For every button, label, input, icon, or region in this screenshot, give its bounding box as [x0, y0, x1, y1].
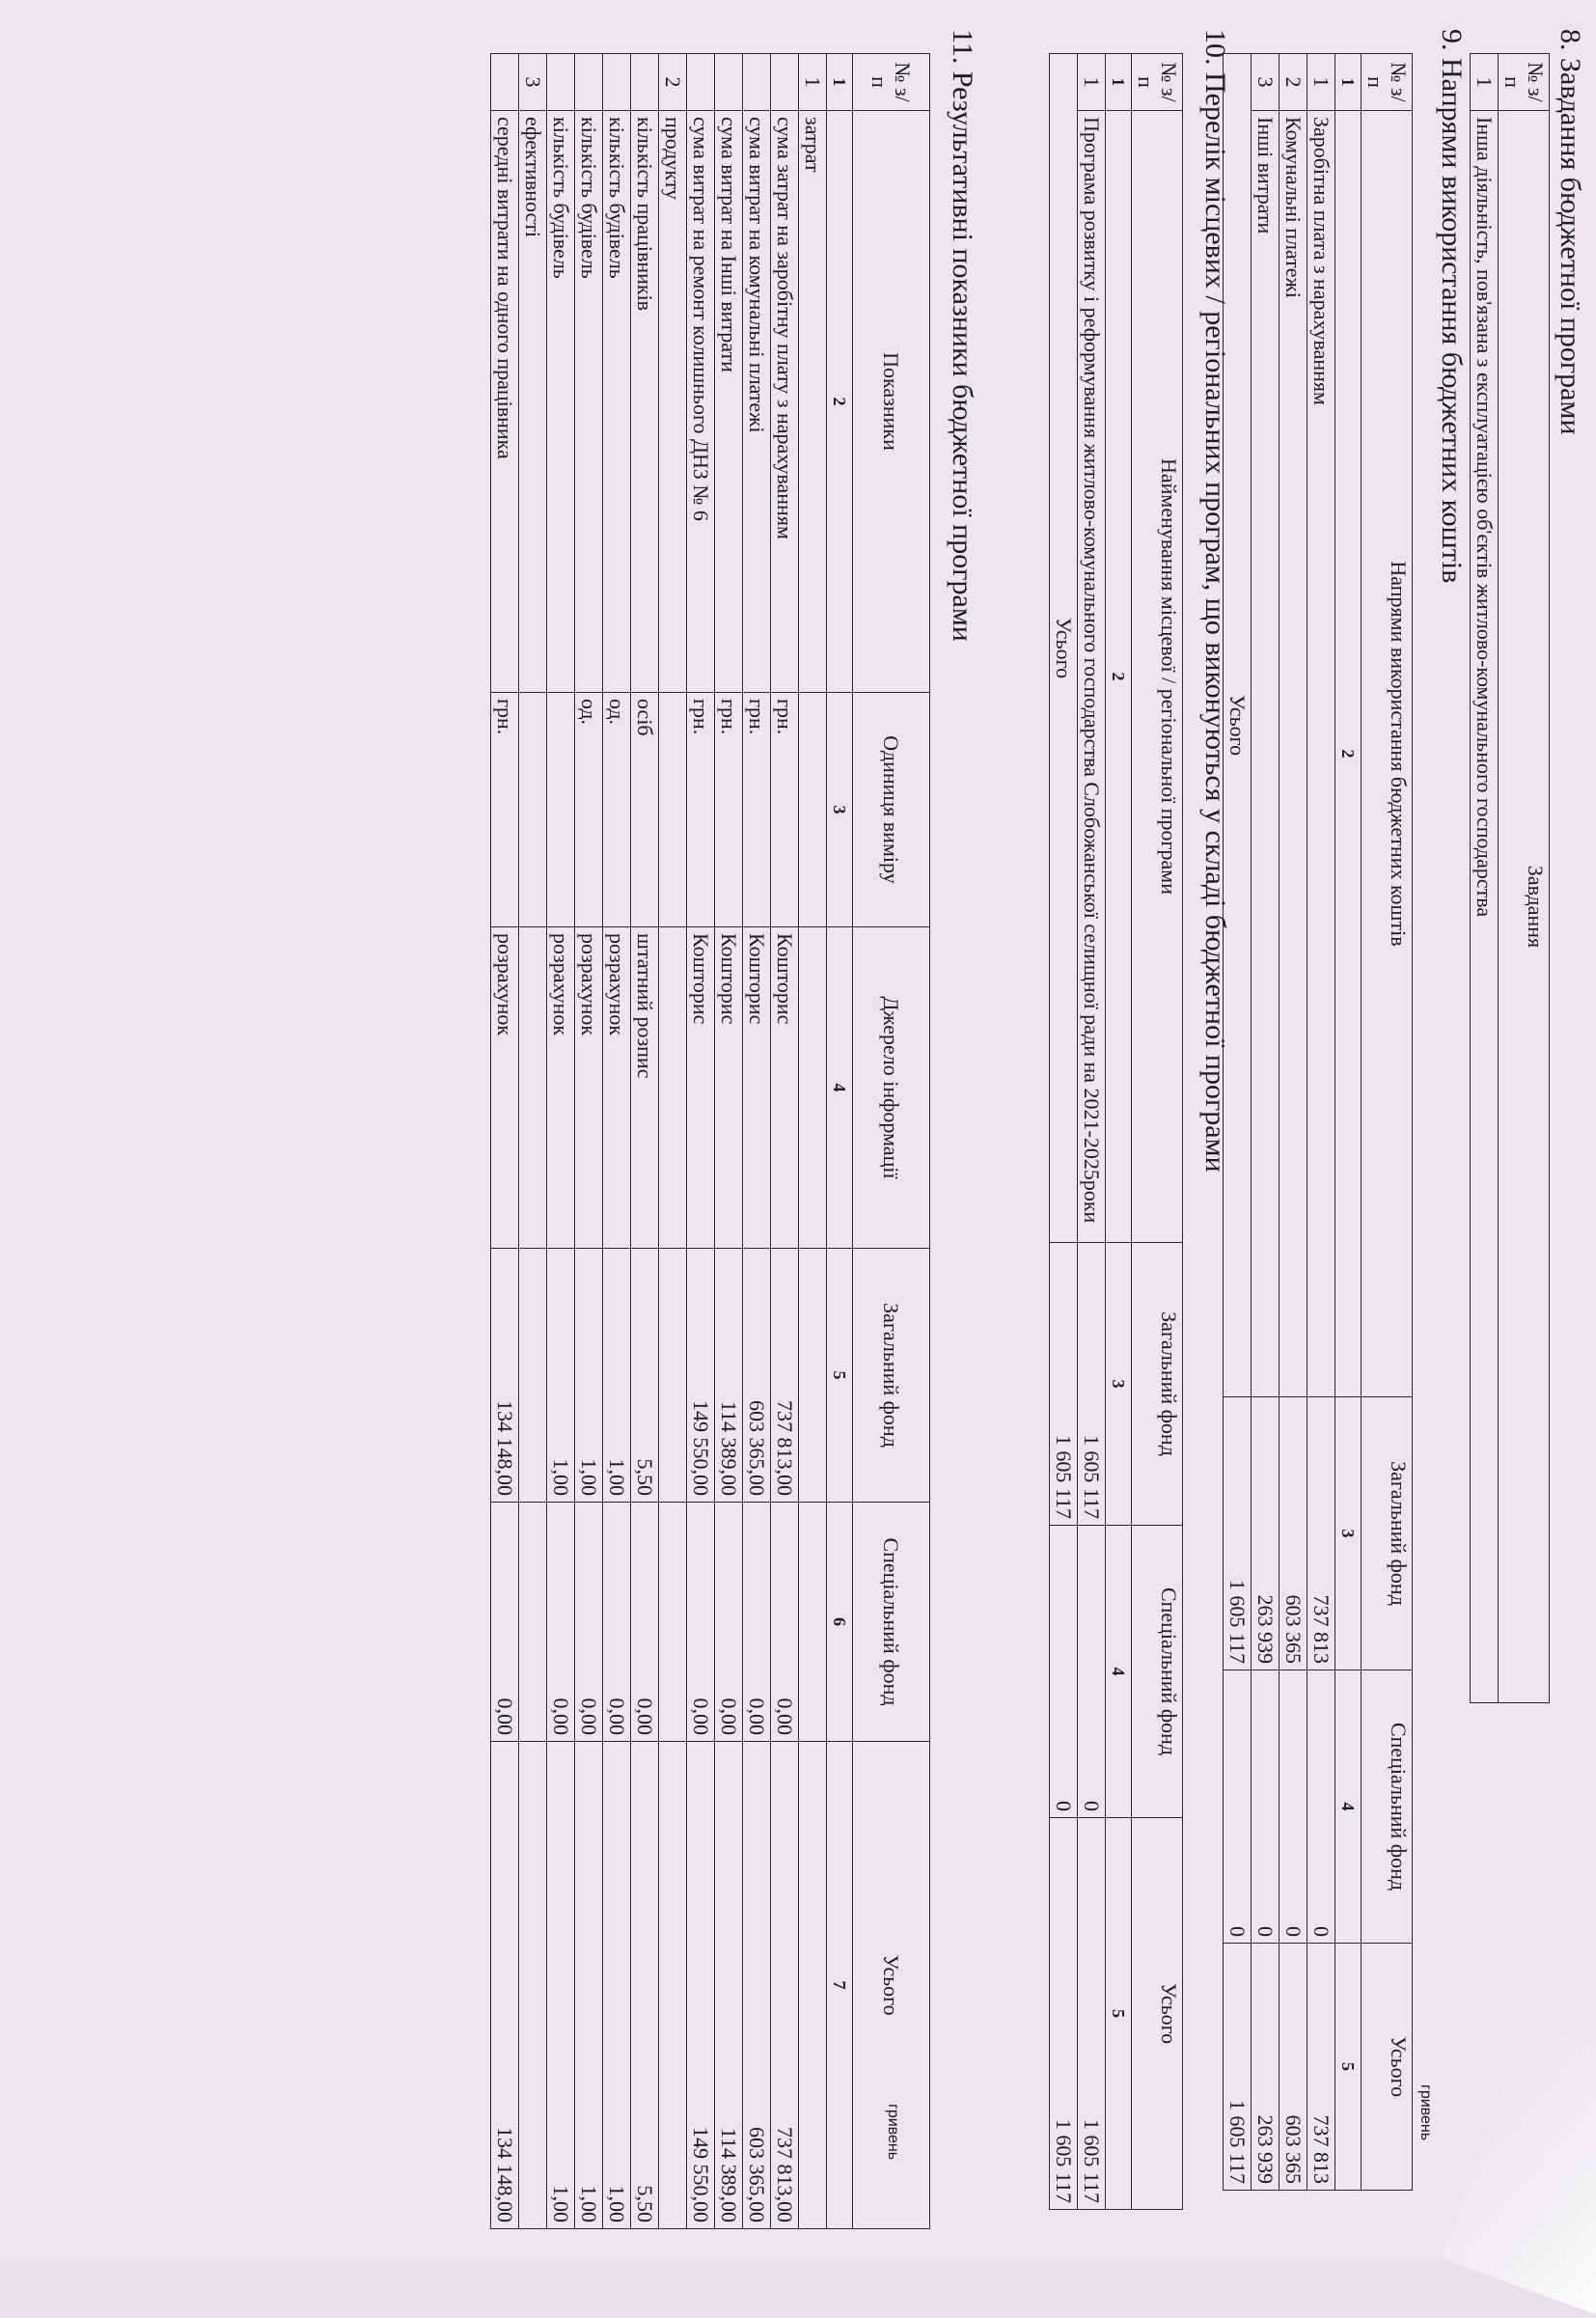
special-fund: 0,00 [547, 1503, 575, 1742]
column-number: 3 [1106, 1243, 1132, 1526]
column-number: 1 [827, 54, 853, 111]
table-row [1252, 54, 1280, 2191]
general-fund: 114 389,00 [715, 1249, 743, 1503]
special-fund: 0 [1307, 1670, 1335, 1944]
total-value: 1 605 117 [1078, 1818, 1106, 2210]
section10-title: 10. Перелік місцевих / регіональних програм, що виконуються у складі бюджетної програми [1199, 29, 1231, 1173]
task-text: Інша діяльність, пов'язана з експлуатацією об'єктів житлово-комунального господарства [1471, 111, 1499, 1703]
header-cell: Загальний фонд [853, 1249, 930, 1503]
table-row [631, 54, 659, 2229]
header-cell: Завдання [1499, 111, 1550, 1703]
column-number: 4 [827, 927, 853, 1249]
table-row [771, 54, 799, 2229]
general-fund: 5,50 [631, 1249, 659, 1503]
general-fund: 149 550,00 [687, 1249, 715, 1503]
section10-unit: гривень [885, 2104, 901, 2161]
indicator-name: середні витрати на одного працівника [491, 111, 519, 693]
header-cell: № з/п [1499, 54, 1550, 111]
indicator-name: сума затрат на заробітну плату з нарахуванням [771, 111, 799, 693]
total-label: Усього [1050, 54, 1078, 1243]
section9-title: 9. Напрями використання бюджетних коштів [1436, 29, 1468, 584]
special-fund: 0 [1224, 1670, 1252, 1944]
header-cell: Усього [1362, 1944, 1413, 2191]
indicator-source: розрахунок [575, 927, 603, 1249]
table-row [1307, 54, 1335, 2191]
special-fund: 0 [1078, 1526, 1106, 1818]
total-value: 603 365 [1280, 1944, 1307, 2191]
total-value: 737 813,00 [771, 1742, 799, 2229]
total-value: 149 550,00 [687, 1742, 715, 2229]
table-header-row [1362, 54, 1413, 2191]
column-number: 5 [827, 1249, 853, 1503]
program-name: Програма розвитку і реформування житлово-комунального господарства Слобожанської селищної ради на 2021-2025роки [1078, 111, 1106, 1243]
indicator-source: розрахунок [491, 927, 519, 1249]
indicator-source: розрахунок [603, 927, 631, 1249]
table-row [1471, 54, 1499, 1703]
group-row [659, 54, 687, 2229]
section11-table [490, 53, 930, 2229]
column-number-row [1335, 54, 1362, 2191]
group-number: 2 [659, 54, 687, 111]
header-cell: Спеціальний фонд [1362, 1670, 1413, 1944]
row-number: 2 [1280, 54, 1307, 111]
general-fund: 1 605 117 [1078, 1243, 1106, 1526]
total-value: 1 605 117 [1224, 1944, 1252, 2191]
header-cell: № з/п [1132, 54, 1183, 111]
indicator-source: Кошторис [743, 927, 771, 1249]
indicator-name: сума витрат на ремонт колишнього ДНЗ № 6 [687, 111, 715, 693]
header-cell: Найменування місцевої / регіональної програми [1132, 111, 1183, 1243]
special-fund: 0,00 [631, 1503, 659, 1742]
table-row [575, 54, 603, 2229]
group-name: затрат [799, 111, 827, 693]
section11-title: 11. Результативні показники бюджетної програми [947, 29, 978, 642]
direction-name: Заробітна плата з нарахуванням [1307, 111, 1335, 1397]
section10-table [1049, 53, 1183, 2210]
indicator-unit: грн. [687, 693, 715, 927]
total-value: 1,00 [603, 1742, 631, 2229]
indicator-unit: осіб [631, 693, 659, 927]
indicator-unit [547, 693, 575, 927]
general-fund: 1 605 117 [1050, 1243, 1078, 1526]
column-number-row [1106, 54, 1132, 2210]
general-fund: 1,00 [603, 1249, 631, 1503]
group-name: продукту [659, 111, 687, 693]
header-cell: Усього [1132, 1818, 1183, 2210]
special-fund: 0,00 [491, 1503, 519, 1742]
section8-table [1470, 53, 1550, 1703]
total-row [1050, 54, 1078, 2210]
indicator-name: сума витрат на комунальні платежі [743, 111, 771, 693]
group-row [519, 54, 547, 2229]
table-row [715, 54, 743, 2229]
general-fund: 603 365 [1280, 1397, 1307, 1670]
column-number: 4 [1106, 1526, 1132, 1818]
section9-table [1223, 53, 1413, 2191]
special-fund: 0,00 [603, 1503, 631, 1742]
total-value: 1 605 117 [1050, 1818, 1078, 2210]
header-cell: Спеціальний фонд [853, 1503, 930, 1742]
indicator-source: Кошторис [715, 927, 743, 1249]
table-row [491, 54, 519, 2229]
section9-unit: гривень [1417, 2084, 1434, 2141]
indicator-unit: од. [575, 693, 603, 927]
total-value: 5,50 [631, 1742, 659, 2229]
header-cell: Усього [853, 1742, 930, 2229]
table-row [1280, 54, 1307, 2191]
column-number: 6 [827, 1503, 853, 1742]
row-number: 1 [1078, 54, 1106, 111]
indicator-source: Кошторис [771, 927, 799, 1249]
total-value: 737 813 [1307, 1944, 1335, 2191]
indicator-name: кількість працівників [631, 111, 659, 693]
indicator-name: сума витрат на Інші витрати [715, 111, 743, 693]
general-fund: 134 148,00 [491, 1249, 519, 1503]
page-curl [1443, 2023, 1596, 2318]
column-number: 1 [1106, 54, 1132, 111]
total-value: 134 148,00 [491, 1742, 519, 2229]
indicator-source: штатний розпис [631, 927, 659, 1249]
table-header-row [1499, 54, 1550, 1703]
indicator-unit: грн. [771, 693, 799, 927]
total-value: 1,00 [575, 1742, 603, 2229]
section8-title: 8. Завдання бюджетної програми [1555, 29, 1586, 435]
general-fund: 1,00 [575, 1249, 603, 1503]
group-number: 3 [519, 54, 547, 111]
column-number: 2 [827, 111, 853, 693]
indicator-unit: грн. [491, 693, 519, 927]
general-fund: 1,00 [547, 1249, 575, 1503]
indicator-source: розрахунок [547, 927, 575, 1249]
special-fund: 0,00 [743, 1503, 771, 1742]
row-number: 1 [1307, 54, 1335, 111]
column-number: 2 [1335, 111, 1362, 1397]
header-cell: Джерело інформації [853, 927, 930, 1249]
header-cell: № з/п [1362, 54, 1413, 111]
table-header-row [853, 54, 930, 2229]
general-fund: 737 813,00 [771, 1249, 799, 1503]
indicator-unit: грн. [715, 693, 743, 927]
header-cell: Одиниця виміру [853, 693, 930, 927]
header-cell: Напрями використання бюджетних коштів [1362, 111, 1413, 1397]
total-value: 1,00 [547, 1742, 575, 2229]
direction-name: Інші витрати [1252, 111, 1280, 1397]
column-number: 5 [1106, 1818, 1132, 2210]
table-row [603, 54, 631, 2229]
indicator-unit: грн. [743, 693, 771, 927]
row-number: 3 [1252, 54, 1280, 111]
table-row [547, 54, 575, 2229]
special-fund: 0 [1280, 1670, 1307, 1944]
header-cell: Загальний фонд [1362, 1397, 1413, 1670]
column-number: 5 [1335, 1944, 1362, 2191]
header-cell: Показники [853, 111, 930, 693]
special-fund: 0 [1252, 1670, 1280, 1944]
column-number-row [827, 54, 853, 2229]
column-number: 1 [1335, 54, 1362, 111]
group-number: 1 [799, 54, 827, 111]
total-label: Усього [1224, 54, 1252, 1397]
indicator-unit: од. [603, 693, 631, 927]
table-row [687, 54, 715, 2229]
total-value: 263 939 [1252, 1944, 1280, 2191]
total-value: 114 389,00 [715, 1742, 743, 2229]
special-fund: 0 [1050, 1526, 1078, 1818]
general-fund: 737 813 [1307, 1397, 1335, 1670]
column-number: 7 [827, 1742, 853, 2229]
general-fund: 603 365,00 [743, 1249, 771, 1503]
header-cell: № з/п [853, 54, 930, 111]
special-fund: 0,00 [575, 1503, 603, 1742]
table-row [1078, 54, 1106, 2210]
column-number: 2 [1106, 111, 1132, 1243]
indicator-name: кількість будівель [575, 111, 603, 693]
table-header-row [1132, 54, 1183, 2210]
column-number: 3 [1335, 1397, 1362, 1670]
general-fund: 263 939 [1252, 1397, 1280, 1670]
total-value: 603 365,00 [743, 1742, 771, 2229]
special-fund: 0,00 [771, 1503, 799, 1742]
group-row [799, 54, 827, 2229]
special-fund: 0,00 [687, 1503, 715, 1742]
indicator-source: Кошторис [687, 927, 715, 1249]
general-fund: 1 605 117 [1224, 1397, 1252, 1670]
column-number: 3 [827, 693, 853, 927]
row-number: 1 [1471, 54, 1499, 111]
indicator-name: кількість будівель [547, 111, 575, 693]
column-number: 4 [1335, 1670, 1362, 1944]
direction-name: Комунальні платежі [1280, 111, 1307, 1397]
special-fund: 0,00 [715, 1503, 743, 1742]
indicator-name: кількість будівель [603, 111, 631, 693]
group-name: ефективності [519, 111, 547, 693]
header-cell: Спеціальний фонд [1132, 1526, 1183, 1818]
table-row [743, 54, 771, 2229]
header-cell: Загальний фонд [1132, 1243, 1183, 1526]
